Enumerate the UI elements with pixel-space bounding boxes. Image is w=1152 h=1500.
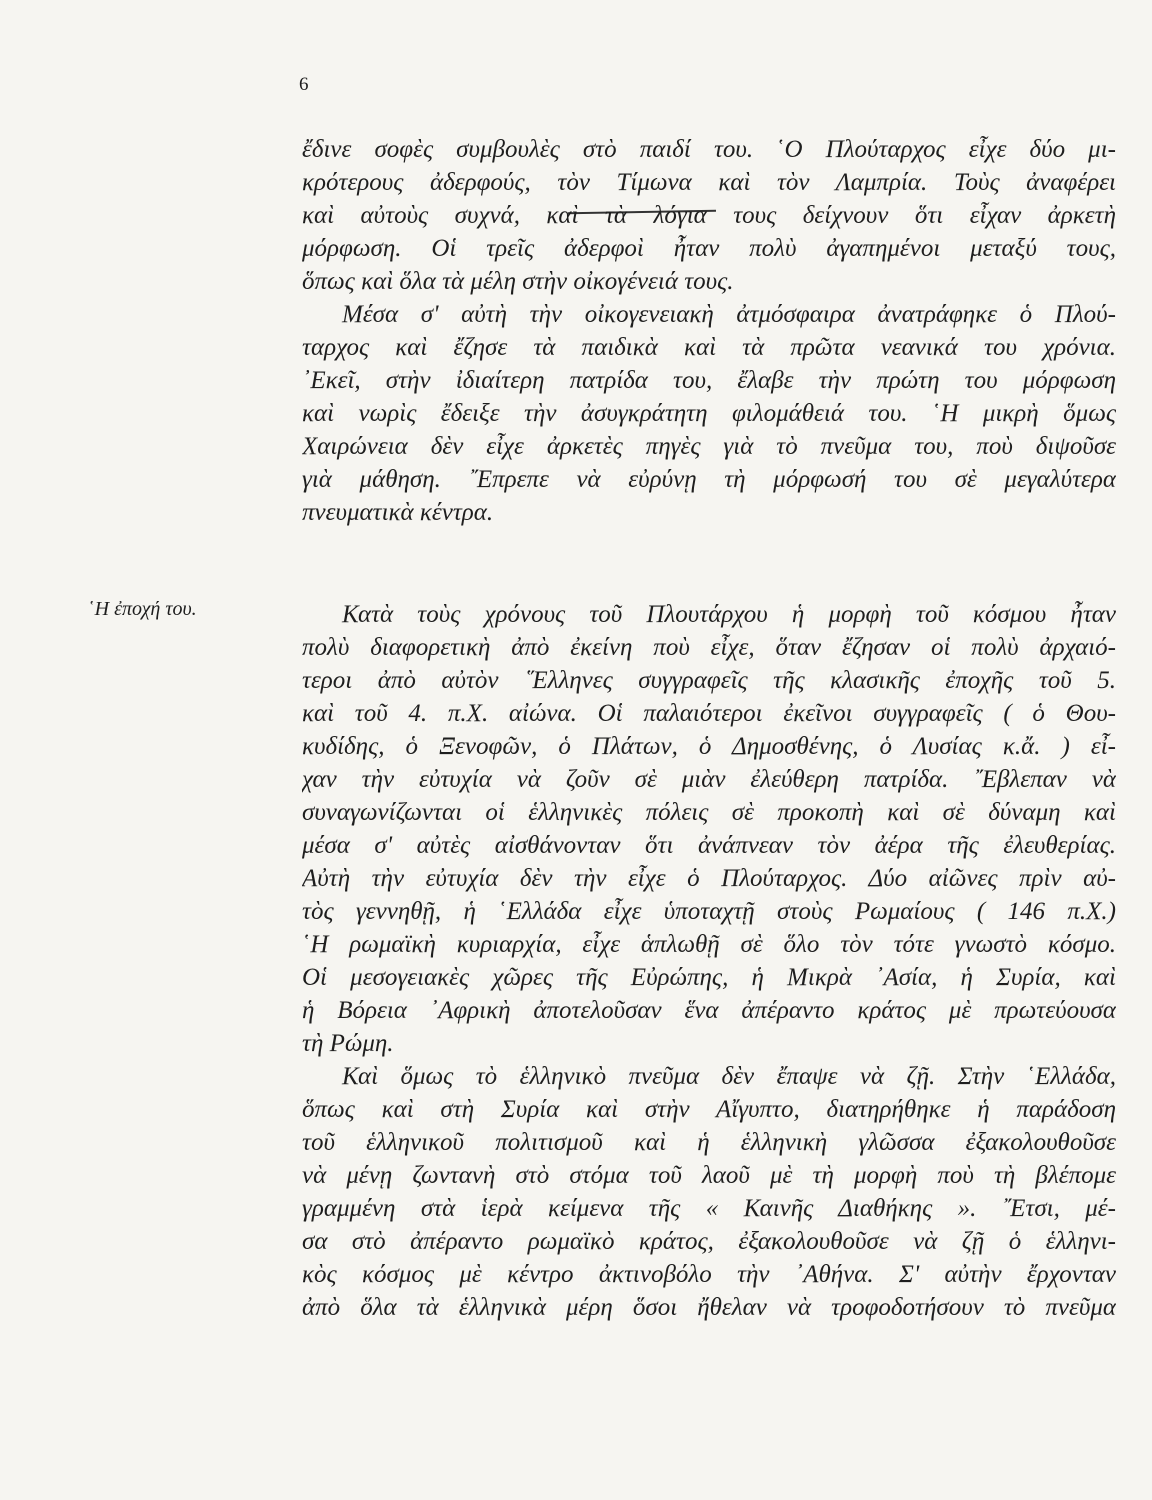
text-line: γιὰ μάθηση. ῎Επρεπε νὰ εὐρύνῃ τὴ μόρφωσή του σὲ μεγαλύτερα — [302, 466, 1116, 493]
text-line: πνευματικὰ κέντρα. — [302, 499, 494, 526]
text-line: νὰ μένῃ ζωντανὴ στὸ στόμα τοῦ λαοῦ μὲ τὴ μορφὴ ποὺ τὴ βλέπομε — [302, 1162, 1116, 1189]
text-line: καὶ τοῦ 4. π.Χ. αἰώνα. Οἱ παλαιότεροι ἐκεῖνοι συγγραφεῖς ( ὁ Θου- — [302, 700, 1116, 727]
text-line: κρότερους ἀδερφούς, τὸν Τίμωνα καὶ τὸν Λαμπρία. Τοὺς ἀναφέρει — [302, 169, 1116, 196]
text-line: σα στὸ ἀπέραντο ρωμαϊκὸ κράτος, ἐξακολουθοῦσε νὰ ζῇ ὁ ἑλληνι- — [302, 1228, 1116, 1255]
text-line: Κατὰ τοὺς χρόνους τοῦ Πλουτάρχου ἡ μορφὴ τοῦ κόσμου ἦταν — [342, 601, 1116, 628]
text-line: πολὺ διαφορετικὴ ἀπὸ ἐκείνη ποὺ εἶχε, ὅταν ἔζησαν οἱ πολὺ ἀρχαιό- — [302, 634, 1116, 661]
margin-note: ῾Η ἐποχή του. — [88, 598, 197, 620]
text-line: ὅπως καὶ στὴ Συρία καὶ στὴν Αἴγυπτο, διατηρήθηκε ἡ παράδοση — [302, 1096, 1116, 1123]
text-line: γραμμένη στὰ ἱερὰ κείμενα τῆς « Καινῆς Διαθήκης ». ῎Ετσι, μέ- — [302, 1195, 1116, 1222]
text-line: τοῦ ἑλληνικοῦ πολιτισμοῦ καὶ ἡ ἑλληνικὴ γλῶσσα ἐξακολουθοῦσε — [302, 1129, 1116, 1156]
text-line: κυδίδης, ὁ Ξενοφῶν, ὁ Πλάτων, ὁ Δημοσθένης, ὁ Λυσίας κ.ἄ. ) εἶ- — [302, 733, 1116, 760]
text-line: τὸς γεννηθῇ, ἡ ῾Ελλάδα εἶχε ὑποταχτῇ στοὺς Ρωμαίους ( 146 π.Χ.) — [302, 898, 1116, 925]
text-line: χαν τὴν εὐτυχία νὰ ζοῦν σὲ μιὰν ἐλεύθερη πατρίδα. ῎Εβλεπαν νὰ — [302, 766, 1116, 793]
text-line: ᾿Εκεῖ, στὴν ἰδιαίτερη πατρίδα του, ἔλαβε τὴν πρώτη του μόρφωση — [302, 367, 1116, 394]
text-line: συναγωνίζωνται οἱ ἑλληνικὲς πόλεις σὲ προκοπὴ καὶ σὲ δύναμη καὶ — [302, 799, 1116, 826]
text-line: ἀπὸ ὅλα τὰ ἑλληνικὰ μέρη ὅσοι ἤθελαν νὰ τροφοδοτήσουν τὸ πνεῦμα — [302, 1294, 1116, 1321]
paragraph-block-era — [302, 598, 1116, 1324]
page-number: 6 — [299, 74, 309, 95]
text-line: ῾Η ρωμαϊκὴ κυριαρχία, εἶχε ἁπλωθῇ σὲ ὅλο τὸν τότε γνωστὸ κόσμο. — [302, 931, 1116, 958]
text-line: ἡ Βόρεια ᾿Αφρικὴ ἀποτελοῦσαν ἕνα ἀπέραντο κράτος μὲ πρωτεύουσα — [302, 997, 1116, 1024]
text-line: τὴ Ρώμη. — [302, 1030, 394, 1057]
text-line: ἔδινε σοφὲς συμβουλὲς στὸ παιδί του. ῾Ο Πλούταρχος εἶχε δύο μι- — [302, 136, 1116, 163]
text-line: ὅπως καὶ ὅλα τὰ μέλη στὴν οἰκογένειά τους. — [302, 268, 734, 295]
text-line: μέσα σ' αὐτὲς αἰσθάνονταν ὅτι ἀνάπνεαν τὸν ἀέρα τῆς ἐλευθερίας. — [302, 832, 1116, 859]
text-line: Αὐτὴ τὴν εὐτυχία δὲν τὴν εἶχε ὁ Πλούταρχος. Δύο αἰῶνες πρὶν αὐ- — [302, 865, 1116, 892]
text-line: Χαιρώνεια δὲν εἶχε ἀρκετὲς πηγὲς γιὰ τὸ πνεῦμα του, ποὺ διψοῦσε — [302, 433, 1116, 460]
text-line: καὶ νωρὶς ἔδειξε τὴν ἀσυγκράτητη φιλομάθειά του. ῾Η μικρὴ ὅμως — [302, 400, 1116, 427]
text-line: Καὶ ὅμως τὸ ἑλληνικὸ πνεῦμα δὲν ἔπαψε νὰ ζῇ. Στὴν ῾Ελλάδα, — [342, 1063, 1116, 1090]
text-line: κὸς κόσμος μὲ κέντρο ἀκτινοβόλο τὴν ᾿Αθήνα. Σ' αὐτὴν ἔρχονταν — [302, 1261, 1116, 1288]
text-line: Μέσα σ' αὐτὴ τὴν οἰκογενειακὴ ἀτμόσφαιρα ἀνατράφηκε ὁ Πλού- — [342, 301, 1116, 328]
text-line: μόρφωση. Οἱ τρεῖς ἀδερφοὶ ἦταν πολὺ ἀγαπημένοι μεταξύ τους, — [302, 235, 1116, 262]
text-line: Οἱ μεσογειακὲς χῶρες τῆς Εὐρώπης, ἡ Μικρὰ ᾿Ασία, ἡ Συρία, καὶ — [302, 964, 1116, 991]
text-line: ταρχος καὶ ἔζησε τὰ παιδικὰ καὶ τὰ πρῶτα νεανικά του χρόνια. — [302, 334, 1116, 361]
paragraph-block-family — [302, 133, 1116, 529]
text-line: καὶ αὐτοὺς συχνά, καὶ τὰ λόγια τους δείχνουν ὅτι εἶχαν ἀρκετὴ — [302, 202, 1116, 229]
text-line: τεροι ἀπὸ αὐτὸν ῞Ελληνες συγγραφεῖς τῆς κλασικῆς ἐποχῆς τοῦ 5. — [302, 667, 1116, 694]
